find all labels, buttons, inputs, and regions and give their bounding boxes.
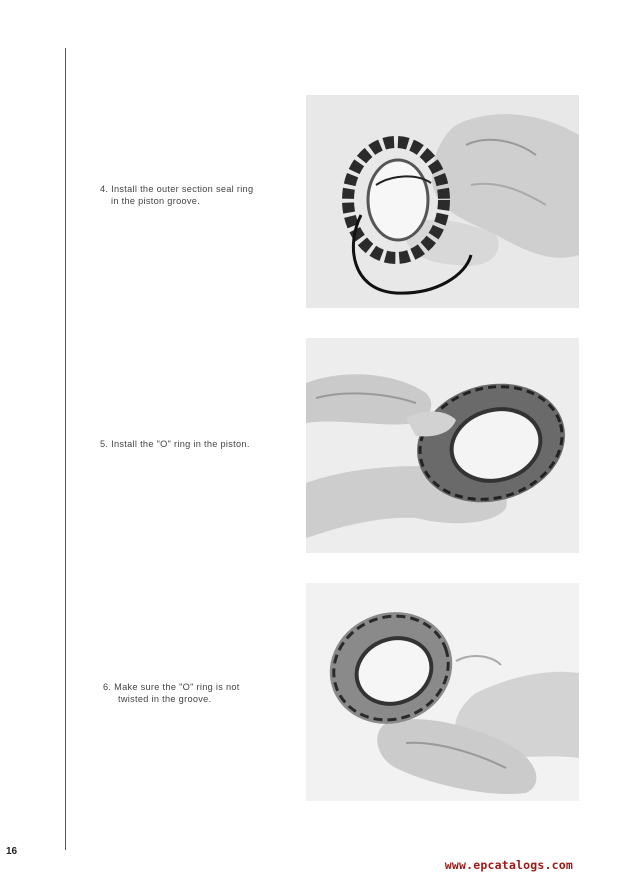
o-ring-check-photo [306,583,579,801]
step-4-line-1: 4. Install the outer section seal ring [100,184,254,194]
step-4-line-2: in the piston groove. [111,196,201,206]
seal-ring-photo [306,95,579,308]
watermark-link[interactable]: www.epcatalogs.com [444,858,573,872]
o-ring-install-photo [306,338,579,553]
step-6-line-2: twisted in the groove. [118,694,212,704]
page-number: 16 [6,846,18,857]
margin-rule [65,48,66,850]
step-4-instruction [100,183,253,207]
step-5-instruction [100,438,250,450]
step-6-instruction [103,681,240,705]
step-6-line-1: 6. Make sure the "O" ring is not [103,682,240,692]
step-5-line-1: 5. Install the "O" ring in the piston. [100,439,250,449]
